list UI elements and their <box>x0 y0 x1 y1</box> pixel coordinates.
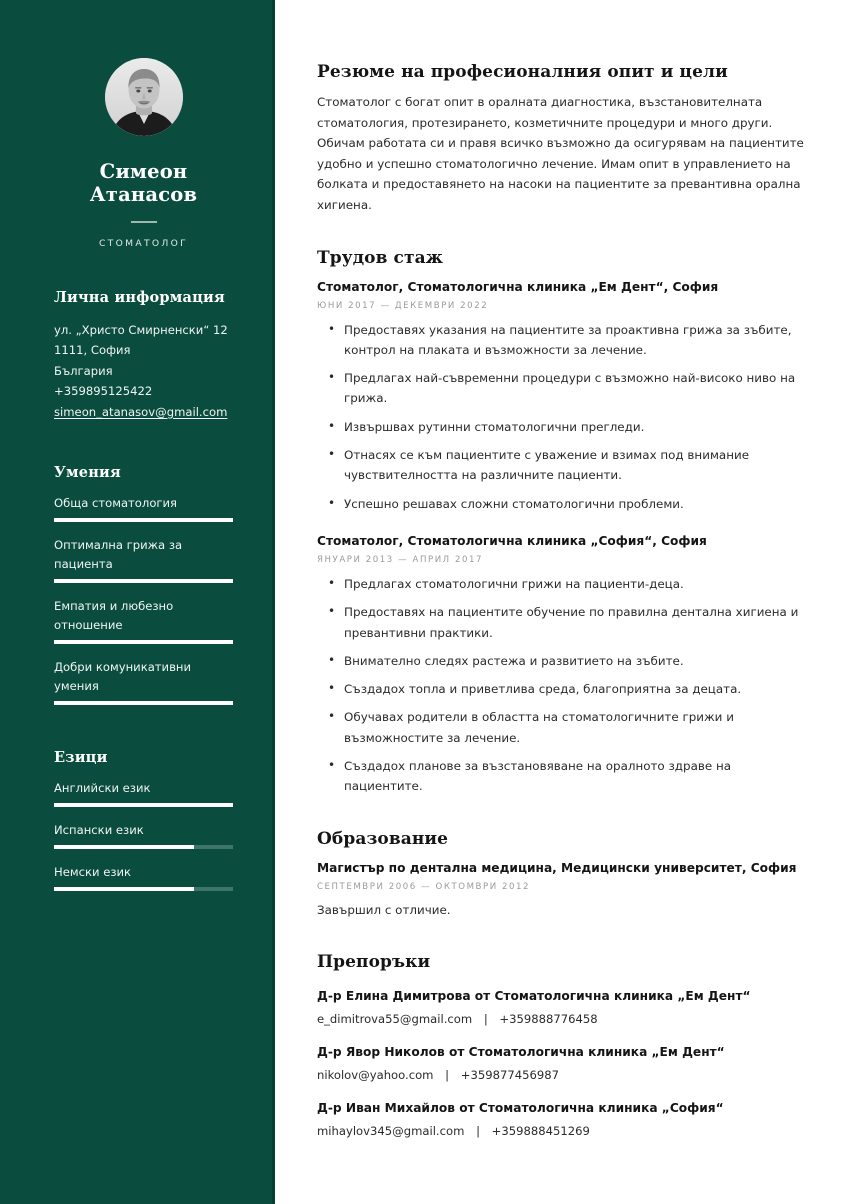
bullet-item: • Отнасях се към пациентите с уважение и взимах под внимание чувствителността на различните пациенти. <box>317 445 808 486</box>
experience-heading: Трудов стаж <box>317 247 443 268</box>
experience-entry <box>317 278 808 514</box>
reference-phone: +359888776458 <box>499 1011 598 1026</box>
language-level-track <box>54 803 233 807</box>
bullet-item: • Успешно решавах сложни стоматологични проблеми. <box>317 494 808 514</box>
education-dates: СЕПТЕМВРИ 2006 — ОКТОМВРИ 2012 <box>317 881 531 892</box>
summary-text: Стоматолог с богат опит в оралната диагностика, възстановителната стоматология, протезирането, козметичните процедури и много други. Обичам работата си и правя всичко възможно да осигурявам на пациентите удобно и успешно стоматологично лечение. Имам опит в управлението на болката и предоставянето на насоки на пациентите за превантивна орална хигиена. <box>317 95 804 212</box>
reference-phone: +359877456987 <box>460 1067 559 1082</box>
skill-label: Оптимална грижа за пациента <box>54 538 183 572</box>
language-item <box>54 821 233 849</box>
skill-label: Обща стоматология <box>54 496 178 511</box>
skill-level-fill <box>54 701 233 705</box>
reference-email[interactable]: mihaylov345@gmail.com <box>317 1123 465 1138</box>
reference-separator: | <box>476 1123 480 1138</box>
job-title: Стоматолог, Стоматологична клиника „Ем Дент“, София <box>317 279 719 294</box>
reference-contact <box>317 1066 808 1084</box>
bullet-item: • Внимателно следях растежа и развитието на зъбите. <box>317 651 808 671</box>
skill-level-fill <box>54 518 233 522</box>
bullet-item: • Създадох планове за възстановяване на оралното здраве на пациентите. <box>317 756 808 797</box>
avatar-container <box>54 0 233 136</box>
skills-heading: Умения <box>54 464 121 482</box>
language-level-fill <box>54 845 194 849</box>
contact-list <box>54 320 233 423</box>
education-title: Магистър по дентална медицина, Медицински университет, София <box>317 860 797 875</box>
language-label: Немски език <box>54 865 132 880</box>
language-level-fill <box>54 887 194 891</box>
skill-item <box>54 536 233 583</box>
language-level-track <box>54 845 233 849</box>
contact-address: ул. „Христо Смирненски“ 12 <box>54 322 228 337</box>
reference-entry <box>317 987 808 1028</box>
reference-email[interactable]: nikolov@yahoo.com <box>317 1067 434 1082</box>
job-title: Стоматолог, Стоматологична клиника „София“, София <box>317 533 707 548</box>
reference-contact <box>317 1122 808 1140</box>
reference-entry <box>317 1099 808 1140</box>
reference-name: Д-р Елина Димитрова от Стоматологична клиника „Ем Дент“ <box>317 988 751 1003</box>
contact-city: 1111, София <box>54 343 131 358</box>
references-heading: Препоръки <box>317 951 431 972</box>
skill-item <box>54 494 233 522</box>
experience-entry <box>317 532 808 797</box>
bullet-item: • Предлагах стоматологични грижи на пациенти-деца. <box>317 574 808 594</box>
job-dates: ЯНУАРИ 2013 — АПРИЛ 2017 <box>317 554 484 565</box>
education-heading: Образование <box>317 828 449 849</box>
job-dates: ЮНИ 2017 — ДЕКЕМВРИ 2022 <box>317 300 489 311</box>
bullet-item: • Предлагах най-съвременни процедури с възможно най-високо ниво на грижа. <box>317 368 808 409</box>
reference-entry <box>317 1043 808 1084</box>
skill-item <box>54 658 233 705</box>
skill-level-track <box>54 640 233 644</box>
bullet-item: • Извършвах рутинни стоматологични прегледи. <box>317 417 808 437</box>
skill-level-track <box>54 701 233 705</box>
skill-level-fill <box>54 579 233 583</box>
skill-label: Емпатия и любезно отношение <box>54 599 174 633</box>
skill-level-track <box>54 579 233 583</box>
avatar <box>105 58 183 136</box>
skill-item <box>54 597 233 644</box>
contact-country: България <box>54 363 113 378</box>
skill-label: Добри комуникативни умения <box>54 660 192 694</box>
education-note: Завършил с отличие. <box>317 902 451 917</box>
job-bullets <box>317 574 808 797</box>
education-entry <box>317 859 808 920</box>
reference-contact <box>317 1010 808 1028</box>
contact-email-link[interactable]: simeon_atanasov@gmail.com <box>54 404 228 419</box>
bullet-item: • Създадох топла и приветлива среда, благоприятна за децата. <box>317 679 808 699</box>
reference-name: Д-р Иван Михайлов от Стоматологична клиника „София“ <box>317 1100 724 1115</box>
main-content <box>275 0 852 1204</box>
summary-heading: Резюме на професионалния опит и цели <box>317 62 728 82</box>
reference-name: Д-р Явор Николов от Стоматологична клиника „Ем Дент“ <box>317 1044 725 1059</box>
personal-info-heading: Лична информация <box>54 288 225 306</box>
languages-list <box>54 779 233 891</box>
skills-list <box>54 494 233 705</box>
job-bullets <box>317 320 808 514</box>
reference-phone: +359888451269 <box>491 1123 590 1138</box>
bullet-item: • Предоставях указания на пациентите за проактивна грижа за зъбите, контрол на плаката и възможности за лечение. <box>317 320 808 361</box>
portrait-photo-icon <box>105 58 183 136</box>
skill-level-fill <box>54 640 233 644</box>
language-item <box>54 863 233 891</box>
reference-separator: | <box>483 1011 488 1026</box>
language-label: Английски език <box>54 781 151 796</box>
profile-name: Симеон Атанасов <box>89 160 198 207</box>
language-label: Испански език <box>54 823 144 838</box>
bullet-item: • Обучавах родители в областта на стоматологичните грижи и възможностите за лечение. <box>317 707 808 748</box>
sidebar <box>0 0 275 1204</box>
contact-phone: +359895125422 <box>54 384 153 399</box>
reference-separator: | <box>445 1067 450 1082</box>
profile-role: СТОМАТОЛОГ <box>98 237 189 249</box>
name-divider <box>131 221 157 223</box>
bullet-item: • Предоставях на пациентите обучение по правилна дентална хигиена и превантивни практики. <box>317 602 808 643</box>
reference-email[interactable]: e_dimitrova55@gmail.com <box>317 1011 473 1026</box>
language-item <box>54 779 233 807</box>
language-level-track <box>54 887 233 891</box>
languages-heading: Езици <box>54 749 108 767</box>
skill-level-track <box>54 518 233 522</box>
language-level-fill <box>54 803 233 807</box>
